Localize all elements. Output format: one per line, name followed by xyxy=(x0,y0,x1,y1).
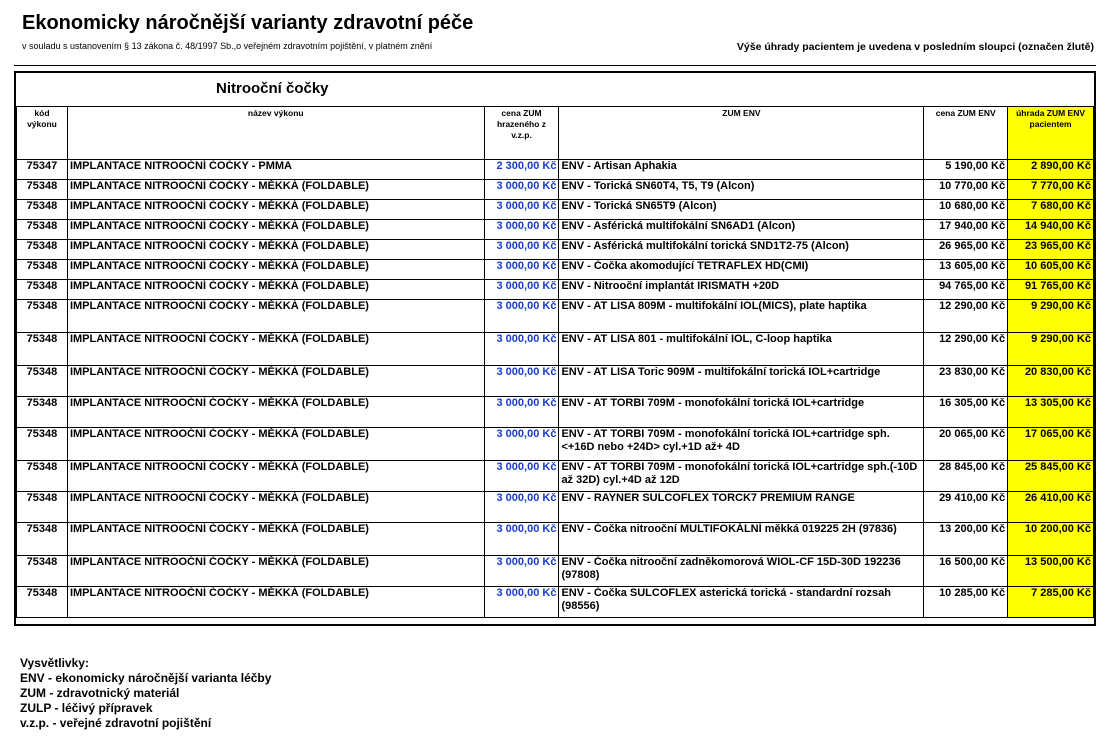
cell-patient-payment: 20 830,00 Kč xyxy=(1008,366,1094,397)
cell-patient-payment: 10 200,00 Kč xyxy=(1008,523,1094,556)
cell-zum-price: 10 285,00 Kč xyxy=(924,587,1008,618)
cell-code: 75348 xyxy=(17,260,68,280)
cell-zum: ENV - Čočka SULCOFLEX asterická torická - standardní rozsah (98556) xyxy=(559,587,924,618)
price-sheet xyxy=(14,71,1096,626)
cell-zum-price: 28 845,00 Kč xyxy=(924,461,1008,492)
cell-zum-price: 26 965,00 Kč xyxy=(924,240,1008,260)
payment-note: Výše úhrady pacientem je uvedena v posledním sloupci (označen žlutě) xyxy=(736,41,1094,53)
cell-price: 3 000,00 Kč xyxy=(484,200,559,220)
cell-name: IMPLANTACE NITROOČNÍ ČOČKY - MĚKKÁ (FOLDABLE) xyxy=(67,200,484,220)
cell-code: 75348 xyxy=(17,492,68,523)
section-title: Nitrooční čočky xyxy=(216,80,329,97)
cell-name: IMPLANTACE NITROOČNÍ ČOČKY - PMMA xyxy=(67,160,484,180)
table-row xyxy=(17,200,1094,220)
cell-price: 2 300,00 Kč xyxy=(484,160,559,180)
cell-name: IMPLANTACE NITROOČNÍ ČOČKY - MĚKKÁ (FOLDABLE) xyxy=(67,280,484,300)
cell-price: 3 000,00 Kč xyxy=(484,280,559,300)
cell-price: 3 000,00 Kč xyxy=(484,397,559,428)
cell-zum: ENV - Čočka nitrooční MULTIFOKÁLNÍ měkká 019225 2H (97836) xyxy=(559,523,924,556)
cell-zum: ENV - AT LISA 801 - multifokální IOL, C-loop haptika xyxy=(559,333,924,366)
cell-name: IMPLANTACE NITROOČNÍ ČOČKY - MĚKKÁ (FOLDABLE) xyxy=(67,300,484,333)
cell-code: 75348 xyxy=(17,428,68,461)
cell-patient-payment: 23 965,00 Kč xyxy=(1008,240,1094,260)
cell-patient-payment: 7 770,00 Kč xyxy=(1008,180,1094,200)
cell-price: 3 000,00 Kč xyxy=(484,220,559,240)
cell-zum-price: 5 190,00 Kč xyxy=(924,160,1008,180)
legend-item: ENV - ekonomicky náročnější varianta léčby xyxy=(20,671,272,685)
cell-name: IMPLANTACE NITROOČNÍ ČOČKY - MĚKKÁ (FOLDABLE) xyxy=(67,260,484,280)
legend-title: Vysvětlivky: xyxy=(20,656,89,670)
legend-item: v.z.p. - veřejné zdravotní pojištění xyxy=(20,716,212,730)
cell-name: IMPLANTACE NITROOČNÍ ČOČKY - MĚKKÁ (FOLDABLE) xyxy=(67,366,484,397)
cell-code: 75348 xyxy=(17,280,68,300)
cell-patient-payment: 25 845,00 Kč xyxy=(1008,461,1094,492)
table-row xyxy=(17,333,1094,366)
page-title: Ekonomicky náročnější varianty zdravotní péče xyxy=(22,12,474,34)
cell-zum-price: 13 200,00 Kč xyxy=(924,523,1008,556)
cell-name: IMPLANTACE NITROOČNÍ ČOČKY - MĚKKÁ (FOLDABLE) xyxy=(67,180,484,200)
cell-zum: ENV - Čočka nitrooční zadněkomorová WIOL-CF 15D-30D 192236 (97808) xyxy=(559,556,924,587)
table-row xyxy=(17,280,1094,300)
cell-price: 3 000,00 Kč xyxy=(484,240,559,260)
cell-patient-payment: 91 765,00 Kč xyxy=(1008,280,1094,300)
cell-zum-price: 16 500,00 Kč xyxy=(924,556,1008,587)
cell-code: 75348 xyxy=(17,523,68,556)
cell-patient-payment: 2 890,00 Kč xyxy=(1008,160,1094,180)
cell-patient-payment: 13 500,00 Kč xyxy=(1008,556,1094,587)
cell-name: IMPLANTACE NITROOČNÍ ČOČKY - MĚKKÁ (FOLDABLE) xyxy=(67,492,484,523)
table-row xyxy=(17,556,1094,587)
cell-price: 3 000,00 Kč xyxy=(484,300,559,333)
cell-zum: ENV - AT LISA Toric 909M - multifokální torická IOL+cartridge xyxy=(559,366,924,397)
cell-name: IMPLANTACE NITROOČNÍ ČOČKY - MĚKKÁ (FOLDABLE) xyxy=(67,240,484,260)
cell-price: 3 000,00 Kč xyxy=(484,428,559,461)
cell-price: 3 000,00 Kč xyxy=(484,180,559,200)
cell-code: 75348 xyxy=(17,300,68,333)
cell-zum: ENV - Nitrooční implantát IRISMATH +20D xyxy=(559,280,924,300)
cell-name: IMPLANTACE NITROOČNÍ ČOČKY - MĚKKÁ (FOLDABLE) xyxy=(67,397,484,428)
cell-zum: ENV - Torická SN65T9 (Alcon) xyxy=(559,200,924,220)
cell-patient-payment: 26 410,00 Kč xyxy=(1008,492,1094,523)
cell-patient-payment: 14 940,00 Kč xyxy=(1008,220,1094,240)
cell-zum: ENV - RAYNER SULCOFLEX TORCK7 PREMIUM RANGE xyxy=(559,492,924,523)
cell-price: 3 000,00 Kč xyxy=(484,587,559,618)
cell-name: IMPLANTACE NITROOČNÍ ČOČKY - MĚKKÁ (FOLDABLE) xyxy=(67,556,484,587)
legend-item: ZULP - léčivý přípravek xyxy=(20,701,153,715)
legend-item: ZUM - zdravotnický materiál xyxy=(20,686,180,700)
table-row xyxy=(17,180,1094,200)
table-row xyxy=(17,220,1094,240)
cell-zum: ENV - AT TORBI 709M - monofokální torická IOL+cartridge sph. <+16D nebo +24D> cyl.+1D až+ 4D xyxy=(559,428,924,461)
cell-name: IMPLANTACE NITROOČNÍ ČOČKY - MĚKKÁ (FOLDABLE) xyxy=(67,428,484,461)
cell-zum-price: 13 605,00 Kč xyxy=(924,260,1008,280)
cell-name: IMPLANTACE NITROOČNÍ ČOČKY - MĚKKÁ (FOLDABLE) xyxy=(67,461,484,492)
cell-code: 75348 xyxy=(17,180,68,200)
cell-patient-payment: 9 290,00 Kč xyxy=(1008,300,1094,333)
cell-code: 75348 xyxy=(17,556,68,587)
cell-code: 75348 xyxy=(17,333,68,366)
cell-patient-payment: 10 605,00 Kč xyxy=(1008,260,1094,280)
cell-price: 3 000,00 Kč xyxy=(484,556,559,587)
col-name-header: název výkonu xyxy=(67,107,484,160)
cell-zum-price: 16 305,00 Kč xyxy=(924,397,1008,428)
cell-price: 3 000,00 Kč xyxy=(484,366,559,397)
cell-name: IMPLANTACE NITROOČNÍ ČOČKY - MĚKKÁ (FOLDABLE) xyxy=(67,523,484,556)
cell-price: 3 000,00 Kč xyxy=(484,260,559,280)
cell-zum-price: 94 765,00 Kč xyxy=(924,280,1008,300)
cell-code: 75348 xyxy=(17,200,68,220)
cell-zum: ENV - Torická SN60T4, T5, T9 (Alcon) xyxy=(559,180,924,200)
legend xyxy=(20,656,271,731)
table-row xyxy=(17,397,1094,428)
col-patient-header: úhrada ZUM ENV pacientem xyxy=(1008,107,1094,160)
cell-name: IMPLANTACE NITROOČNÍ ČOČKY - MĚKKÁ (FOLDABLE) xyxy=(67,220,484,240)
table-header-row xyxy=(17,107,1094,160)
cell-patient-payment: 17 065,00 Kč xyxy=(1008,428,1094,461)
cell-code: 75348 xyxy=(17,397,68,428)
cell-price: 3 000,00 Kč xyxy=(484,492,559,523)
cell-name: IMPLANTACE NITROOČNÍ ČOČKY - MĚKKÁ (FOLDABLE) xyxy=(67,333,484,366)
cell-price: 3 000,00 Kč xyxy=(484,461,559,492)
table-row xyxy=(17,366,1094,397)
cell-zum-price: 10 680,00 Kč xyxy=(924,200,1008,220)
table-row xyxy=(17,300,1094,333)
cell-zum-price: 29 410,00 Kč xyxy=(924,492,1008,523)
cell-zum-price: 12 290,00 Kč xyxy=(924,333,1008,366)
table-row xyxy=(17,428,1094,461)
cell-code: 75348 xyxy=(17,587,68,618)
cell-code: 75348 xyxy=(17,461,68,492)
cell-patient-payment: 9 290,00 Kč xyxy=(1008,333,1094,366)
cell-code: 75348 xyxy=(17,366,68,397)
cell-code: 75348 xyxy=(17,220,68,240)
cell-zum: ENV - AT TORBI 709M - monofokální torická IOL+cartridge sph.(-10D až 32D) cyl.+4D až 12D xyxy=(559,461,924,492)
table-row xyxy=(17,260,1094,280)
table-row xyxy=(17,461,1094,492)
cell-price: 3 000,00 Kč xyxy=(484,333,559,366)
col-price-header: cena ZUM hrazeného z v.z.p. xyxy=(484,107,559,160)
cell-zum-price: 12 290,00 Kč xyxy=(924,300,1008,333)
cell-zum-price: 20 065,00 Kč xyxy=(924,428,1008,461)
table-row xyxy=(17,587,1094,618)
cell-zum: ENV - Artisan Aphakia xyxy=(559,160,924,180)
table-row xyxy=(17,240,1094,260)
cell-zum: ENV - AT TORBI 709M - monofokální torická IOL+cartridge xyxy=(559,397,924,428)
header-divider xyxy=(14,65,1096,66)
col-zum-price-header: cena ZUM ENV xyxy=(924,107,1008,160)
cell-code: 75348 xyxy=(17,240,68,260)
cell-patient-payment: 7 285,00 Kč xyxy=(1008,587,1094,618)
cell-price: 3 000,00 Kč xyxy=(484,523,559,556)
cell-zum: ENV - Čočka akomodující TETRAFLEX HD(CMI) xyxy=(559,260,924,280)
cell-zum: ENV - Asférická multifokální SN6AD1 (Alcon) xyxy=(559,220,924,240)
table-row xyxy=(17,523,1094,556)
cell-zum: ENV - Asférická multifokální torická SND1T2-75 (Alcon) xyxy=(559,240,924,260)
cell-zum: ENV - AT LISA 809M - multifokální IOL(MICS), plate haptika xyxy=(559,300,924,333)
legal-subtitle: v souladu s ustanovením § 13 zákona č. 48/1997 Sb.,o veřejném zdravotním pojištění, v platném znění xyxy=(22,41,433,51)
col-code-header: kód výkonu xyxy=(17,107,68,160)
cell-zum-price: 23 830,00 Kč xyxy=(924,366,1008,397)
cell-code: 75347 xyxy=(17,160,68,180)
cell-patient-payment: 7 680,00 Kč xyxy=(1008,200,1094,220)
cell-patient-payment: 13 305,00 Kč xyxy=(1008,397,1094,428)
table-row xyxy=(17,492,1094,523)
price-table xyxy=(16,106,1094,618)
table-row xyxy=(17,160,1094,180)
cell-name: IMPLANTACE NITROOČNÍ ČOČKY - MĚKKÁ (FOLDABLE) xyxy=(67,587,484,618)
cell-zum-price: 17 940,00 Kč xyxy=(924,220,1008,240)
cell-zum-price: 10 770,00 Kč xyxy=(924,180,1008,200)
table-body xyxy=(17,160,1094,618)
col-zum-header: ZUM ENV xyxy=(559,107,924,160)
